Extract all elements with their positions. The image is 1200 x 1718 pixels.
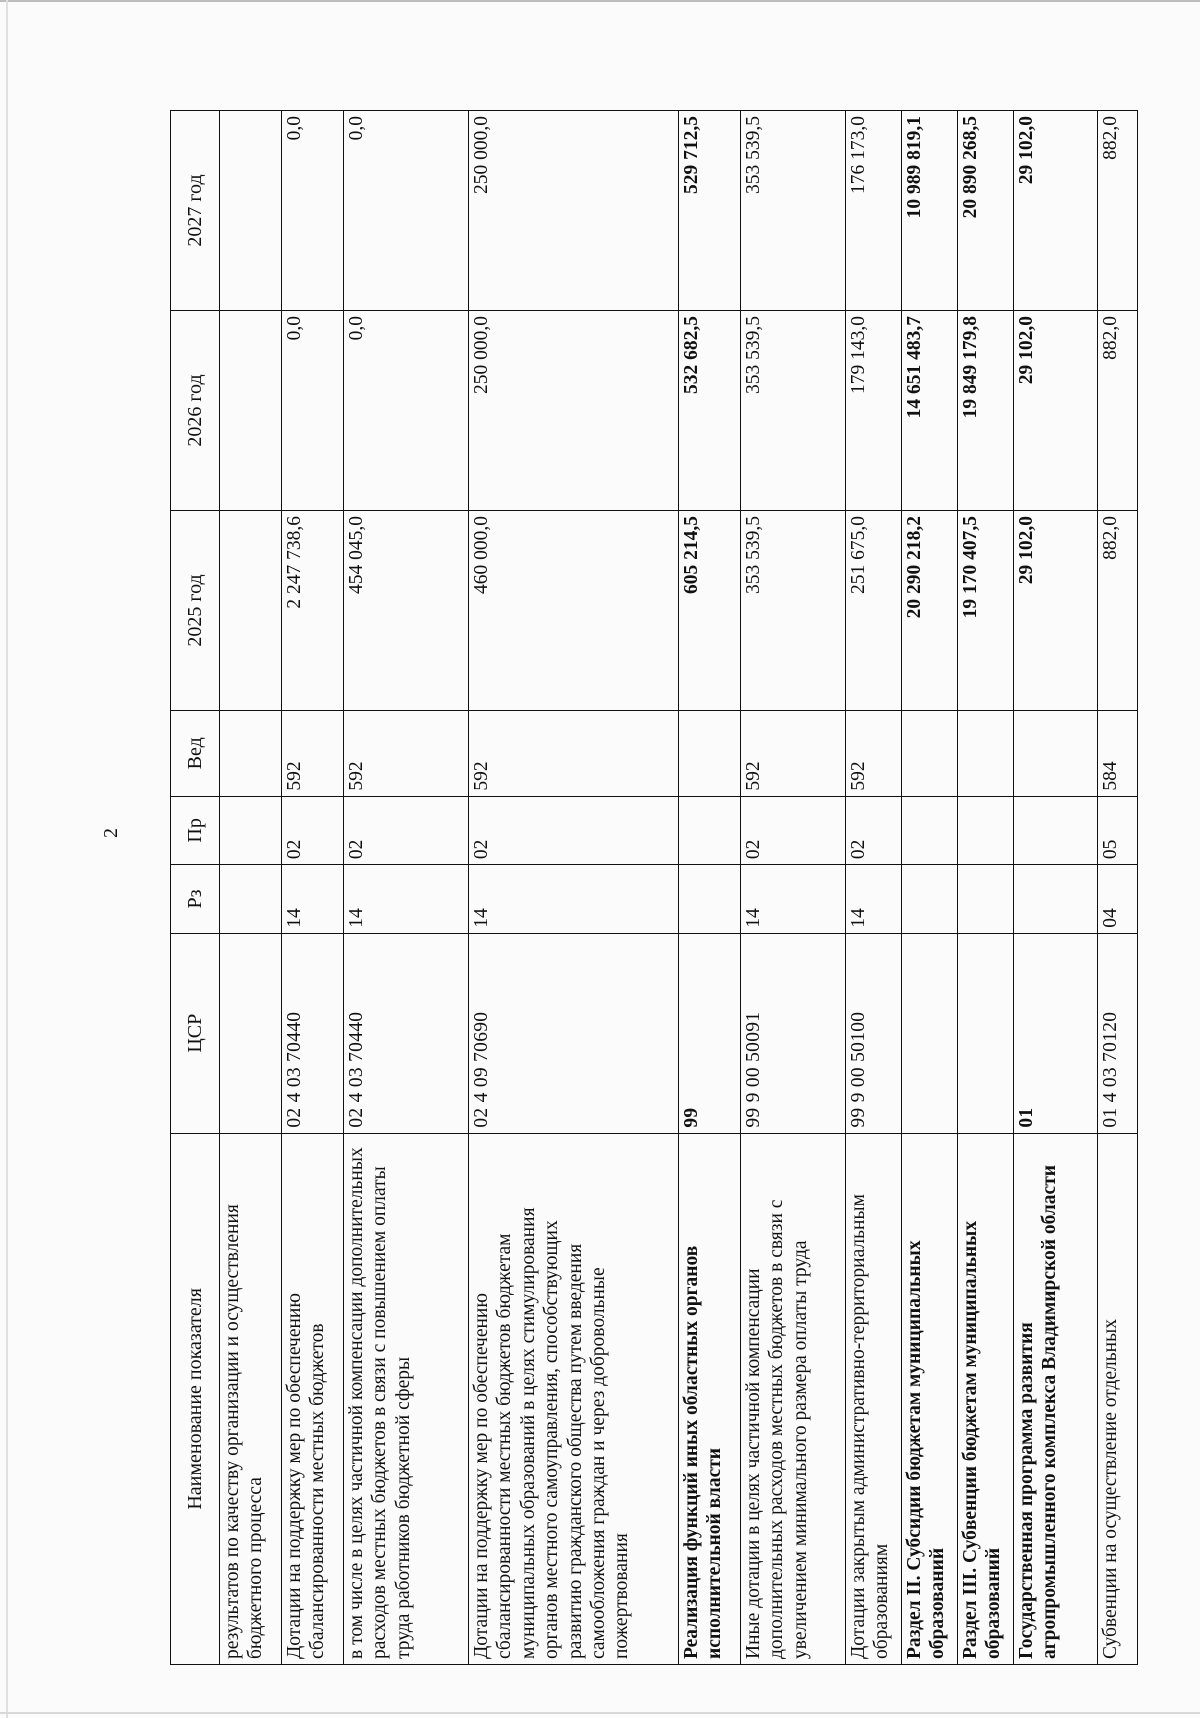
cell-2025: 29 102,0 <box>1014 510 1098 710</box>
cell-name: Государственная программа развития агропромышленного комплекса Владимирской области <box>1014 1133 1098 1664</box>
cell-pr <box>679 796 741 865</box>
cell-rz <box>220 865 282 934</box>
cell-ved: 592 <box>741 710 846 796</box>
header-csr: ЦСР <box>171 933 220 1133</box>
cell-csr <box>902 933 958 1133</box>
cell-csr <box>958 933 1014 1133</box>
cell-2026 <box>220 311 282 511</box>
cell-2026: 0,0 <box>282 311 344 511</box>
cell-2027: 353 539,5 <box>741 111 846 311</box>
cell-2025: 454 045,0 <box>344 510 469 710</box>
cell-ved <box>902 710 958 796</box>
cell-2025: 882,0 <box>1098 510 1138 710</box>
table-body <box>220 111 1138 1665</box>
cell-ved <box>679 710 741 796</box>
table-row <box>344 111 469 1665</box>
cell-2026: 179 143,0 <box>846 311 902 511</box>
cell-rz: 14 <box>741 865 846 934</box>
cell-2025: 20 290 218,2 <box>902 510 958 710</box>
cell-2027: 882,0 <box>1098 111 1138 311</box>
cell-name: Реализация функций иных областных органов исполнительной власти <box>679 1133 741 1664</box>
cell-rz: 04 <box>1098 865 1138 934</box>
cell-pr: 05 <box>1098 796 1138 865</box>
cell-csr: 02 4 03 70440 <box>282 933 344 1133</box>
cell-pr <box>902 796 958 865</box>
cell-rz <box>958 865 1014 934</box>
cell-rz <box>679 865 741 934</box>
table-row <box>741 111 846 1665</box>
header-rz: Рз <box>171 865 220 934</box>
cell-2027 <box>220 111 282 311</box>
cell-2027: 0,0 <box>344 111 469 311</box>
cell-csr: 99 9 00 50091 <box>741 933 846 1133</box>
cell-rz <box>902 865 958 934</box>
cell-pr: 02 <box>741 796 846 865</box>
cell-ved <box>220 710 282 796</box>
cell-csr: 01 <box>1014 933 1098 1133</box>
header-2027: 2027 год <box>171 111 220 311</box>
cell-2026: 532 682,5 <box>679 311 741 511</box>
cell-ved: 592 <box>469 710 679 796</box>
cell-ved: 592 <box>282 710 344 796</box>
cell-ved: 592 <box>846 710 902 796</box>
cell-2027: 29 102,0 <box>1014 111 1098 311</box>
cell-2025: 2 247 738,6 <box>282 510 344 710</box>
cell-2026: 882,0 <box>1098 311 1138 511</box>
cell-2026: 250 000,0 <box>469 311 679 511</box>
cell-pr <box>958 796 1014 865</box>
cell-ved <box>958 710 1014 796</box>
cell-csr: 99 <box>679 933 741 1133</box>
scan-border-bottom <box>0 1712 1200 1714</box>
header-2025: 2025 год <box>171 510 220 710</box>
cell-2027: 20 890 268,5 <box>958 111 1014 311</box>
cell-name: Субвенции на осуществление отдельных <box>1098 1133 1138 1664</box>
cell-pr: 02 <box>846 796 902 865</box>
table-row <box>220 111 282 1665</box>
cell-2026: 353 539,5 <box>741 311 846 511</box>
header-name: Наименование показателя <box>171 1133 220 1664</box>
cell-rz: 14 <box>469 865 679 934</box>
table-row <box>469 111 679 1665</box>
cell-pr: 02 <box>469 796 679 865</box>
cell-2027: 0,0 <box>282 111 344 311</box>
cell-name: Раздел II. Субсидии бюджетам муниципальных образований <box>902 1133 958 1664</box>
cell-rz: 14 <box>344 865 469 934</box>
cell-2025 <box>220 510 282 710</box>
cell-pr <box>220 796 282 865</box>
cell-pr: 02 <box>282 796 344 865</box>
scan-border-left <box>6 0 8 1718</box>
cell-name: Дотации закрытым административно-территориальным образованиям <box>846 1133 902 1664</box>
header-2026: 2026 год <box>171 311 220 511</box>
cell-csr: 02 4 03 70440 <box>344 933 469 1133</box>
cell-name: Иные дотации в целях частичной компенсации дополнительных расходов местных бюджетов в связи с увеличением минимального размера оплаты труда <box>741 1133 846 1664</box>
cell-name: результатов по качеству организации и осуществления бюджетного процесса <box>220 1133 282 1664</box>
cell-2026: 29 102,0 <box>1014 311 1098 511</box>
cell-2026: 14 651 483,7 <box>902 311 958 511</box>
header-ved: Вед <box>171 710 220 796</box>
cell-name: Дотации на поддержку мер по обеспечению сбалансированности местных бюджетов бюджетам муниципальных образований в целях стимулирования органов местного самоуправления, способствующих развитию гражданского общества путем введения самообложения граждан и через добровольные пожертвования <box>469 1133 679 1664</box>
cell-2025: 460 000,0 <box>469 510 679 710</box>
cell-ved: 584 <box>1098 710 1138 796</box>
cell-name: Дотации на поддержку мер по обеспечению сбалансированности местных бюджетов <box>282 1133 344 1664</box>
table-row <box>902 111 958 1665</box>
cell-2027: 10 989 819,1 <box>902 111 958 311</box>
cell-pr: 02 <box>344 796 469 865</box>
cell-rz <box>1014 865 1098 934</box>
cell-2027: 176 173,0 <box>846 111 902 311</box>
cell-2027: 529 712,5 <box>679 111 741 311</box>
cell-2025: 605 214,5 <box>679 510 741 710</box>
cell-2026: 19 849 179,8 <box>958 311 1014 511</box>
cell-name: Раздел III. Субвенции бюджетам муниципальных образований <box>958 1133 1014 1664</box>
budget-table <box>170 110 1138 1665</box>
header-pr: Пр <box>171 796 220 865</box>
table-row <box>846 111 902 1665</box>
table-header-row <box>171 111 220 1665</box>
table-row <box>282 111 344 1665</box>
cell-csr: 02 4 09 70690 <box>469 933 679 1133</box>
cell-rz: 14 <box>846 865 902 934</box>
cell-rz: 14 <box>282 865 344 934</box>
cell-pr <box>1014 796 1098 865</box>
table-row <box>679 111 741 1665</box>
cell-ved <box>1014 710 1098 796</box>
cell-csr: 01 4 03 70120 <box>1098 933 1138 1133</box>
cell-csr <box>220 933 282 1133</box>
cell-csr: 99 9 00 50100 <box>846 933 902 1133</box>
cell-2026: 0,0 <box>344 311 469 511</box>
cell-name: в том числе в целях частичной компенсации дополнительных расходов местных бюджетов в связи с повышением оплаты труда работников бюджетной сферы <box>344 1133 469 1664</box>
cell-ved: 592 <box>344 710 469 796</box>
cell-2027: 250 000,0 <box>469 111 679 311</box>
cell-2025: 19 170 407,5 <box>958 510 1014 710</box>
page-number: 2 <box>100 828 122 838</box>
scan-border-top <box>0 0 1200 2</box>
cell-2025: 251 675,0 <box>846 510 902 710</box>
cell-2025: 353 539,5 <box>741 510 846 710</box>
table-row <box>1098 111 1138 1665</box>
rotated-table-wrapper <box>170 110 1125 1665</box>
table-row <box>958 111 1014 1665</box>
table-row <box>1014 111 1098 1665</box>
